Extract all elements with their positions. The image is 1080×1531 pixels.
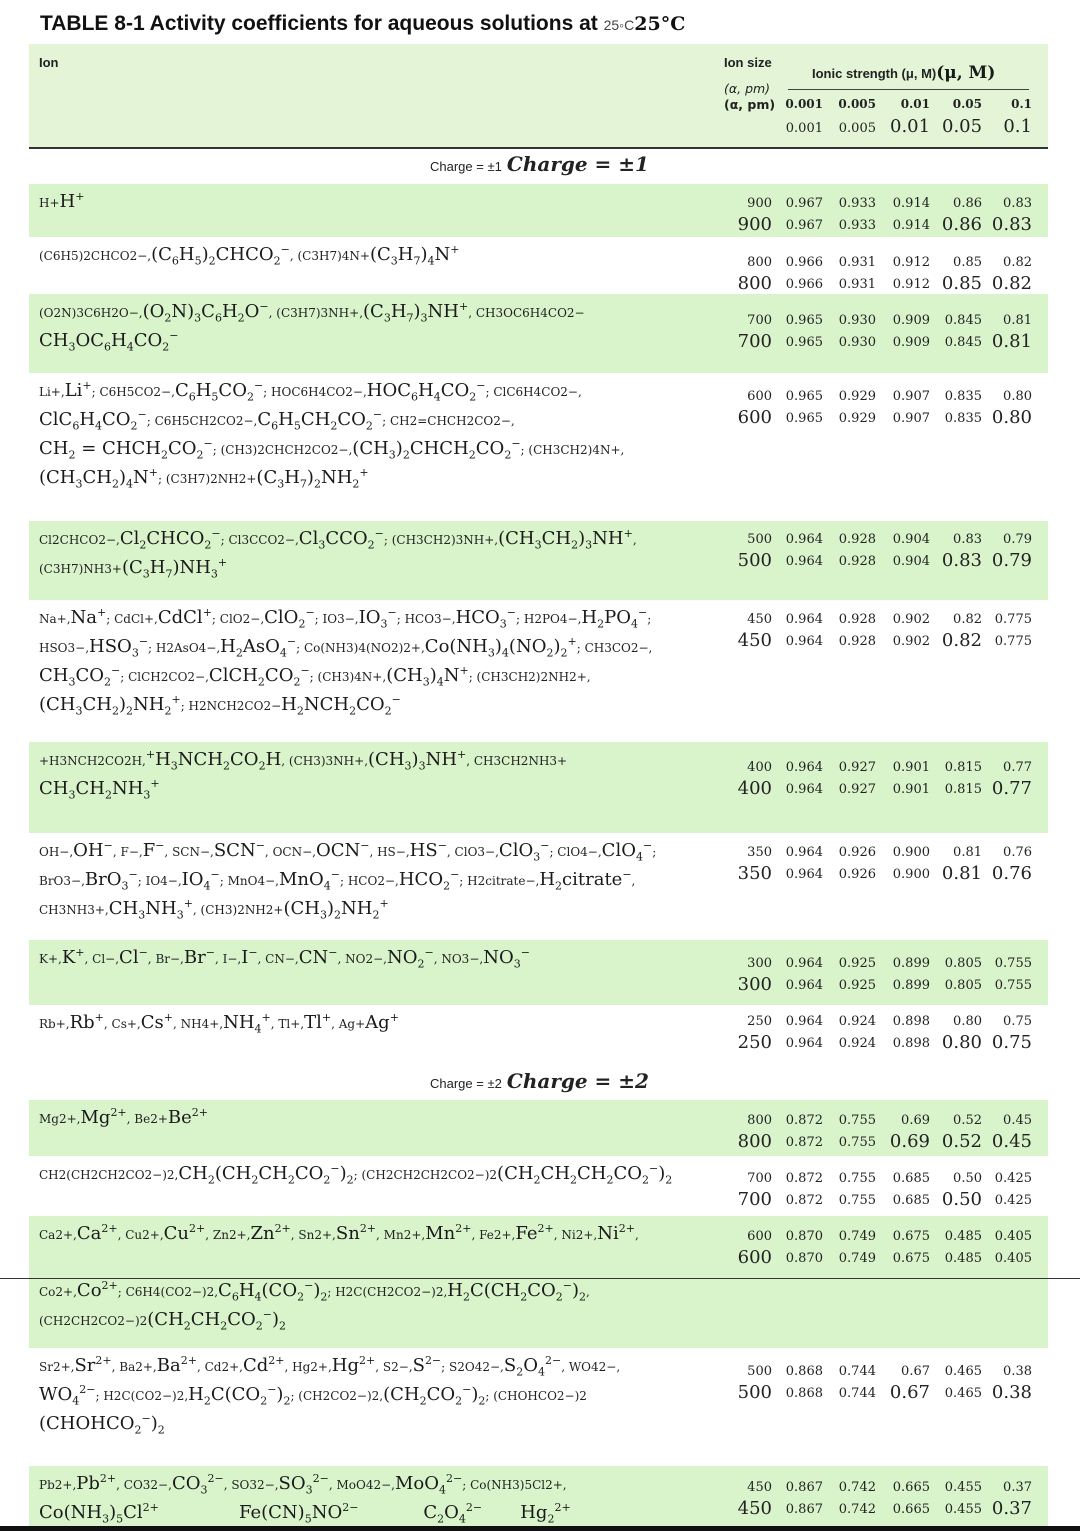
title-temp-small: 25◦C	[603, 17, 635, 33]
row-value-0: 0.967	[785, 196, 823, 211]
row-value-math-2: 0.900	[892, 867, 930, 882]
row-value-math-3: 0.82	[941, 630, 982, 651]
row-value-math-0: 0.964	[785, 634, 823, 649]
row-ion-size: 500	[747, 532, 772, 547]
table-title	[40, 12, 685, 36]
row-value-math-4: 0.79	[991, 550, 1032, 571]
row-value-4: 0.45	[1003, 1113, 1032, 1128]
row-ion-size-math: 350	[737, 863, 772, 884]
row-value-3: 0.82	[953, 612, 982, 627]
row-ion-size: 700	[747, 313, 772, 328]
row-ion-size-math: 900	[737, 214, 772, 235]
row-value-1: 0.929	[838, 389, 876, 404]
row-ion-size: 500	[747, 1364, 772, 1379]
row-value-0: 0.965	[785, 389, 823, 404]
row-value-math-2: 0.69	[889, 1131, 930, 1152]
row-value-3: 0.845	[944, 313, 982, 328]
row-value-math-1: 0.930	[838, 335, 876, 350]
row-value-1: 0.742	[838, 1480, 876, 1495]
row-ions: K+,K+, Cl−,Cl−, Br−,Br−, I−,I−, CN−,CN−, $NO2-,NO_2^-$, $NO3-,NO_3^-$	[39, 946, 530, 971]
row-ion-size-math: 500	[737, 1382, 772, 1403]
row-value-2: 0.67	[901, 1364, 930, 1379]
row-value-math-1: 0.924	[838, 1036, 876, 1051]
header-col-math-1: 0.005	[838, 121, 876, 136]
row-ion-size-math: 450	[737, 630, 772, 651]
row-value-math-0: 0.870	[785, 1251, 823, 1266]
row-value-math-4: 0.425	[994, 1193, 1032, 1208]
row-value-4: 0.81	[1003, 313, 1032, 328]
row-value-0: 0.964	[785, 1014, 823, 1029]
row-value-math-2: 0.909	[892, 335, 930, 350]
row-value-math-2: 0.907	[892, 411, 930, 426]
row-ion-size: 600	[747, 389, 772, 404]
row-value-1: 0.926	[838, 845, 876, 860]
row-value-1: 0.928	[838, 612, 876, 627]
charge-label-0: Charge = ±1 Charge = ±1	[430, 152, 649, 176]
row-ion-size: 800	[747, 1113, 772, 1128]
row-value-math-1: 0.931	[838, 277, 876, 292]
row-value-2: 0.901	[892, 760, 930, 775]
row-value-0: 0.965	[785, 313, 823, 328]
row-value-2: 0.898	[892, 1014, 930, 1029]
bottom-edge	[0, 1526, 1080, 1531]
row-value-2: 0.902	[892, 612, 930, 627]
row-value-1: 0.930	[838, 313, 876, 328]
row-value-4: 0.75	[1003, 1014, 1032, 1029]
row-ion-size: 700	[747, 1171, 772, 1186]
row-value-1: 0.933	[838, 196, 876, 211]
header-col-math-3: 0.05	[942, 116, 983, 137]
row-value-3: 0.50	[953, 1171, 982, 1186]
row-ions: $Cl2CHCO2-,Cl_2CHCO_2^-$; $Cl3CCO2-,Cl_3CCO_2^-$; $(CH3CH2)3NH+,(CH_3CH_2)_3NH^+$, $(C3H7)NH3+(C_3H_7)NH_3^+$	[39, 527, 637, 581]
row-value-1: 0.755	[838, 1171, 876, 1186]
row-value-math-0: 0.872	[785, 1135, 823, 1150]
row-value-4: 0.79	[1003, 532, 1032, 547]
row-value-3: 0.86	[953, 196, 982, 211]
row-value-math-3: 0.83	[941, 550, 982, 571]
row-value-1: 0.927	[838, 760, 876, 775]
header-ionic-strength: Ionic strength (μ, M)(μ, M)	[812, 63, 996, 83]
row-ion-size: 900	[747, 196, 772, 211]
row-ion-size-math: 450	[737, 1498, 772, 1519]
row-value-3: 0.465	[944, 1364, 982, 1379]
row-ion-size: 800	[747, 255, 772, 270]
row-value-0: 0.868	[785, 1364, 823, 1379]
page-fold-line	[0, 1278, 1080, 1279]
row-ion-size-math: 800	[737, 1131, 772, 1152]
row-value-math-4: 0.82	[991, 273, 1032, 294]
row-value-3: 0.52	[953, 1113, 982, 1128]
row-value-math-0: 0.964	[785, 554, 823, 569]
row-value-math-0: 0.964	[785, 867, 823, 882]
row-value-math-0: 0.965	[785, 411, 823, 426]
row-value-math-3: 0.845	[944, 335, 982, 350]
row-value-0: 0.964	[785, 532, 823, 547]
row-value-4: 0.80	[1003, 389, 1032, 404]
row-value-math-1: 0.928	[838, 634, 876, 649]
row-value-3: 0.835	[944, 389, 982, 404]
row-value-1: 0.925	[838, 956, 876, 971]
row-value-math-4: 0.80	[991, 407, 1032, 428]
row-value-2: 0.907	[892, 389, 930, 404]
row-value-math-2: 0.665	[892, 1502, 930, 1517]
header-col-4: 0.1	[1011, 97, 1032, 111]
row-ion-size: 300	[747, 956, 772, 971]
row-value-math-0: 0.966	[785, 277, 823, 292]
row-value-math-3: 0.81	[941, 863, 982, 884]
row-value-math-2: 0.902	[892, 634, 930, 649]
row-value-math-1: 0.755	[838, 1135, 876, 1150]
row-value-2: 0.900	[892, 845, 930, 860]
row-value-0: 0.964	[785, 845, 823, 860]
row-value-0: 0.872	[785, 1113, 823, 1128]
header-ion-size-unit: (α, pm)	[724, 97, 776, 112]
row-value-3: 0.485	[944, 1229, 982, 1244]
row-value-4: 0.83	[1003, 196, 1032, 211]
row-value-0: 0.867	[785, 1480, 823, 1495]
row-value-4: 0.38	[1003, 1364, 1032, 1379]
row-value-2: 0.675	[892, 1229, 930, 1244]
row-value-3: 0.805	[944, 956, 982, 971]
header-col-1: 0.005	[838, 97, 876, 111]
row-ion-size: 450	[747, 612, 772, 627]
row-value-1: 0.924	[838, 1014, 876, 1029]
row-value-math-0: 0.965	[785, 335, 823, 350]
row-ions: OH−,OH−, F−,F−, SCN−,SCN−, OCN−,OCN−, HS−,HS−, ClO3−,ClO$_3$−; ClO4−,ClO$_4$−; BrO3−,BrO$_3$−; $IO4-,IO_4^-$; MnO4−,MnO$_4$−; $HCO2-,HCO_2^-$; $H2citrate-,H_2citrate^-$, $CH3NH3+,CH_3NH_3^+$, $(CH3)2NH2+(CH_3)_2NH_2^+$	[39, 839, 657, 922]
row-value-3: 0.85	[953, 255, 982, 270]
row-value-2: 0.914	[892, 196, 930, 211]
row-value-2: 0.665	[892, 1480, 930, 1495]
row-value-1: 0.931	[838, 255, 876, 270]
row-ion-size: 450	[747, 1480, 772, 1495]
header-col-math-2: 0.01	[890, 116, 931, 137]
row-value-math-2: 0.914	[892, 218, 930, 233]
row-value-1: 0.749	[838, 1229, 876, 1244]
row-value-math-0: 0.964	[785, 978, 823, 993]
row-value-math-2: 0.904	[892, 554, 930, 569]
row-value-math-0: 0.964	[785, 782, 823, 797]
row-value-math-1: 0.926	[838, 867, 876, 882]
row-value-math-3: 0.52	[941, 1131, 982, 1152]
row-value-math-4: 0.37	[991, 1498, 1032, 1519]
row-ion-size: 250	[747, 1014, 772, 1029]
row-value-math-1: 0.742	[838, 1502, 876, 1517]
row-ion-size-math: 400	[737, 778, 772, 799]
row-value-4: 0.76	[1003, 845, 1032, 860]
row-value-math-4: 0.81	[991, 331, 1032, 352]
row-value-math-2: 0.901	[892, 782, 930, 797]
row-value-math-1: 0.929	[838, 411, 876, 426]
row-ion-size-math: 700	[737, 331, 772, 352]
row-value-math-2: 0.675	[892, 1251, 930, 1266]
header-col-math-4: 0.1	[1003, 116, 1032, 137]
row-value-math-4: 0.75	[991, 1032, 1032, 1053]
row-value-2: 0.912	[892, 255, 930, 270]
row-ion-size-math: 500	[737, 550, 772, 571]
row-value-math-3: 0.485	[944, 1251, 982, 1266]
ionic-strength-math: (μ, M)	[936, 63, 996, 83]
row-value-math-1: 0.928	[838, 554, 876, 569]
row-value-math-4: 0.76	[991, 863, 1032, 884]
row-value-math-2: 0.899	[892, 978, 930, 993]
row-value-4: 0.405	[994, 1229, 1032, 1244]
row-ion-size: 600	[747, 1229, 772, 1244]
row-value-0: 0.966	[785, 255, 823, 270]
row-value-2: 0.904	[892, 532, 930, 547]
row-value-4: 0.82	[1003, 255, 1032, 270]
title-temp-math: 25°C	[634, 13, 686, 35]
header-col-3: 0.05	[952, 97, 982, 111]
row-ions: Li+,Li+; $C6H5CO2-,C_6H_5CO_2^-$; $HOC6H4CO2-,HOC_6H_4CO_2^-$; ClC6H4CO2−, $ClC_6H_4CO_2^-$; $C6H5CH2CO2-,C_6H_5CH_2CO_2^-$; CH2=CHCH2CO2−, $CH_2$ = $CHCH_2CO_2^-$; $(CH3)2CHCH2CO2-,(CH_3)_2CHCH_2CO_2^-$; (CH3CH2)4N+, $(CH_3CH_2)_4N^+$; $(C3H7)2NH2+(C_3H_7)_2NH_2^+$	[39, 379, 625, 491]
row-value-math-0: 0.964	[785, 1036, 823, 1051]
row-ions: $(O2N)3C6H2O-,(O_2N)_3C_6H_2O^-$, $(C3H7)3NH+,(C_3H_7)_3NH^+$, CH3OC6H4CO2− $CH_3OC_6H_4CO_2^-$	[39, 300, 585, 354]
row-ions: Na+,Na+; CdCl+,CdCl+; ClO2−,ClO$_2$−; $IO3-,IO_3^-$; $HCO3-,HCO_3^-$; $H2PO4-,H_2PO_4^-$; $HSO3-,HSO_3^-$; $H2AsO4-,H_2AsO_4^-$; $Co(NH3)4(NO2)2+,Co(NH_3)_4(NO_2)_2^+$; CH3CO2−, $CH_3CO_2^-$; $ClCH2CO2-,ClCH_2CO_2^-$; $(CH3)4N+,(CH_3)_4N^+$; (CH3CH2)2NH2+, $(CH_3CH_2)_2NH_2^+$; $H2NCH2CO2-H_2NCH_2CO_2^-$	[39, 606, 653, 718]
row-ions: H+H+	[39, 190, 85, 212]
row-value-math-4: 0.77	[991, 778, 1032, 799]
title-text: TABLE 8-1 Activity coefficients for aqueous solutions at	[40, 12, 598, 35]
row-value-3: 0.815	[944, 760, 982, 775]
row-value-3: 0.81	[953, 845, 982, 860]
row-value-math-1: 0.933	[838, 218, 876, 233]
row-value-3: 0.80	[953, 1014, 982, 1029]
row-value-4: 0.755	[994, 956, 1032, 971]
row-ions: $Ca2+,Ca^{2+}$, $Cu2+,Cu^{2+}$, $Zn2+,Zn^{2+}$, $Sn2+,Sn^{2+}$, $Mn2+,Mn^{2+}$, $Fe2+,Fe^{2+}$, $Ni2+,Ni^{2+}$, $Co2+,Co^{2+}$; $C6H4(CO2-)2,C_6H_4(CO_2^-)_2$; $H2C(CH2CO2-)2,H_2C(CH_2CO_2^-)_2$, $(CH2CH2CO2-)2(CH_2CH_2CO_2^-)_2$	[39, 1222, 639, 1333]
row-ion-size-math: 800	[737, 273, 772, 294]
row-value-math-3: 0.85	[941, 273, 982, 294]
row-value-0: 0.964	[785, 760, 823, 775]
row-value-math-0: 0.967	[785, 218, 823, 233]
header-ion-size: Ion size	[724, 55, 772, 70]
row-value-math-3: 0.815	[944, 782, 982, 797]
row-value-math-2: 0.898	[892, 1036, 930, 1051]
row-value-4: 0.425	[994, 1171, 1032, 1186]
row-value-0: 0.964	[785, 956, 823, 971]
row-value-0: 0.964	[785, 612, 823, 627]
row-value-1: 0.744	[838, 1364, 876, 1379]
row-value-4: 0.775	[994, 612, 1032, 627]
row-value-0: 0.872	[785, 1171, 823, 1186]
row-value-math-0: 0.868	[785, 1386, 823, 1401]
row-value-math-1: 0.755	[838, 1193, 876, 1208]
row-ion-size: 400	[747, 760, 772, 775]
row-value-2: 0.685	[892, 1171, 930, 1186]
row-value-math-2: 0.67	[889, 1382, 930, 1403]
row-value-1: 0.755	[838, 1113, 876, 1128]
row-value-math-3: 0.465	[944, 1386, 982, 1401]
header-rule	[29, 147, 1048, 149]
row-ions: Rb+,Rb+, Cs+,Cs+, $NH4+,NH_4^+$, Tl+,Tl+, Ag+Ag+	[39, 1011, 399, 1036]
row-value-4: 0.37	[1003, 1480, 1032, 1495]
row-value-math-3: 0.50	[941, 1189, 982, 1210]
row-value-math-3: 0.835	[944, 411, 982, 426]
header-col-math-0: 0.001	[785, 121, 823, 136]
row-value-math-4: 0.38	[991, 1382, 1032, 1403]
row-value-3: 0.83	[953, 532, 982, 547]
row-value-2: 0.69	[901, 1113, 930, 1128]
row-value-math-0: 0.867	[785, 1502, 823, 1517]
header-ion: Ion	[39, 55, 59, 70]
row-ions: $Sr2+,Sr^{2+}$, $Ba2+,Ba^{2+}$, $Cd2+,Cd^{2+}$, $Hg2+,Hg^{2+}$, $S2-,S^{2-}$; $S2O42-,S_2O_4^{2-}$, WO42−, $WO_4^{2-}$; $H2C(CO2-)2,H_2C(CO_2^-)_2$; $(CH2CO2-)2,(CH_2CO_2^-)_2$; (CHOHCO2−)2 $(CHOHCO_2^-)_2$	[39, 1354, 621, 1437]
header-sub-rule	[788, 89, 1029, 90]
row-value-math-4: 0.755	[994, 978, 1032, 993]
row-value-math-4: 0.45	[991, 1131, 1032, 1152]
row-value-math-1: 0.749	[838, 1251, 876, 1266]
row-value-math-2: 0.685	[892, 1193, 930, 1208]
row-value-math-1: 0.744	[838, 1386, 876, 1401]
row-value-math-3: 0.86	[941, 214, 982, 235]
row-value-3: 0.455	[944, 1480, 982, 1495]
row-ions: $CH2(CH2CH2CO2-)2,CH_2(CH_2CH_2CO_2^-)_2$; $(CH2CH2CH2CO2-)2(CH_2CH_2CH_2CO_2^-)_2$	[39, 1162, 673, 1187]
row-value-1: 0.928	[838, 532, 876, 547]
row-value-math-3: 0.455	[944, 1502, 982, 1517]
row-ion-size-math: 250	[737, 1032, 772, 1053]
row-ion-size: 350	[747, 845, 772, 860]
row-value-math-1: 0.927	[838, 782, 876, 797]
row-ions: $Pb2+,Pb^{2+}$, $CO32-,CO_3^{2-}$, $SO32-,SO_3^{2-}$, MoO42−,MoO$_4^{2-}$; Co(NH3)5Cl2+, $Co(NH_3)_5Cl^{2+}$ $Fe(CN)_5NO^{2-}$ $C_2O_4^{2-}$ $Hg_2^{2+}$	[39, 1472, 571, 1526]
row-value-math-2: 0.912	[892, 277, 930, 292]
row-value-math-3: 0.805	[944, 978, 982, 993]
charge-label-1: Charge = ±2 Charge = ±2	[430, 1069, 649, 1093]
row-value-math-4: 0.405	[994, 1251, 1032, 1266]
row-ions: $(C6H5)2CHCO2-,(C_6H_5)_2CHCO_2^-$, $(C3H7)4N+(C_3H_7)_4N^+$	[39, 243, 460, 268]
row-value-math-3: 0.80	[941, 1032, 982, 1053]
row-value-math-4: 0.83	[991, 214, 1032, 235]
row-value-2: 0.899	[892, 956, 930, 971]
row-ion-size-math: 600	[737, 1247, 772, 1268]
row-ions: $Mg2+,Mg^{2+}$, $Be2+Be^{2+}$	[39, 1106, 209, 1128]
row-value-math-0: 0.872	[785, 1193, 823, 1208]
header-col-0: 0.001	[785, 97, 823, 111]
row-ions: $+H3NCH2CO2H,^+H_3NCH_2CO_2H$, $(CH3)3NH+,(CH_3)_3NH^+$, CH3CH2NH3+ $CH_3CH_2NH_3^+$	[39, 748, 568, 802]
row-ion-size-math: 700	[737, 1189, 772, 1210]
row-value-math-1: 0.925	[838, 978, 876, 993]
row-value-2: 0.909	[892, 313, 930, 328]
header-col-2: 0.01	[900, 97, 930, 111]
row-value-4: 0.77	[1003, 760, 1032, 775]
row-ion-size-math: 300	[737, 974, 772, 995]
header-ion-size-unit-small: (α, pm)	[724, 81, 771, 96]
row-ion-size-math: 600	[737, 407, 772, 428]
row-value-math-4: 0.775	[994, 634, 1032, 649]
row-value-0: 0.870	[785, 1229, 823, 1244]
